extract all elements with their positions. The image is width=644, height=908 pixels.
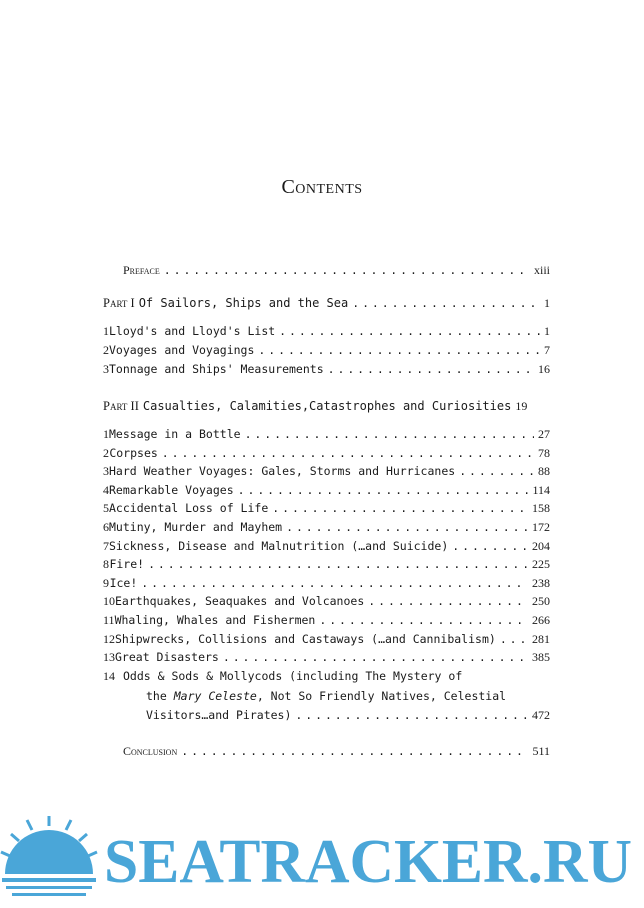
toc-entry-title: Corpses xyxy=(109,445,158,460)
toc-entry-page: 238 xyxy=(532,575,550,590)
toc-entry-title: Voyages and Voyagings xyxy=(109,343,255,357)
leader-dots xyxy=(279,323,540,339)
leader-dots xyxy=(258,342,540,358)
toc-entry-title-line3: Visitors…and Pirates) xyxy=(146,708,292,722)
toc-entry-p2-10[interactable] xyxy=(103,593,550,609)
toc-entry-page: 172 xyxy=(532,520,550,534)
toc-part-1[interactable] xyxy=(103,295,550,311)
toc-entry-p2-13[interactable] xyxy=(103,649,550,665)
toc-entry-page: 225 xyxy=(532,557,550,572)
toc-entry-title: Preface xyxy=(123,263,160,277)
toc-entry-p1-2[interactable] xyxy=(103,342,550,358)
leader-dots xyxy=(368,593,528,609)
toc-conclusion[interactable] xyxy=(123,743,550,759)
toc-entry-14-line3 xyxy=(146,707,550,723)
toc-entry-p2-8[interactable] xyxy=(103,556,550,572)
leader-dots xyxy=(286,519,528,535)
toc-entry-page: 472 xyxy=(532,708,550,722)
leader-dots xyxy=(295,707,528,723)
toc-entry-title: Fire! xyxy=(109,557,145,572)
part-label: Part II xyxy=(103,399,139,413)
toc-entry-title: Earthquakes, Seaquakes and Volcanoes xyxy=(115,594,365,609)
toc-entry-number: 2 xyxy=(103,445,109,460)
leader-dots xyxy=(452,538,528,554)
toc-entry-14[interactable] xyxy=(103,668,550,684)
toc-entry-title: Ice! xyxy=(109,575,138,590)
leader-dots xyxy=(238,482,529,498)
leader-dots xyxy=(162,445,534,461)
toc-entry-p2-4[interactable] xyxy=(103,482,550,498)
leader-dots xyxy=(148,556,528,572)
toc-entry-title: Shipwrecks, Collisions and Castaways (…and Cannibalism) xyxy=(115,631,496,646)
toc-entry-number: 14 xyxy=(103,669,115,683)
watermark-text: SEATRACKER.RU xyxy=(104,828,632,896)
toc-entry-title-italic: Mary Celeste xyxy=(173,689,257,703)
toc-entry-page: 114 xyxy=(532,482,550,497)
toc-entry-page: 511 xyxy=(532,744,550,758)
leader-dots xyxy=(352,295,540,311)
toc-entry-number: 4 xyxy=(103,482,109,497)
leader-dots xyxy=(141,575,528,591)
toc-entry-p2-12[interactable] xyxy=(103,631,550,647)
toc-entry-title-line2-pre: the xyxy=(146,689,167,703)
toc-entry-title: Remarkable Voyages xyxy=(109,482,234,497)
toc-entry-title: Conclusion xyxy=(123,744,178,758)
toc-part-heading xyxy=(103,398,511,414)
toc-entry-p2-3[interactable] xyxy=(103,463,550,479)
toc-entry-page: 250 xyxy=(532,594,550,609)
toc-part-2[interactable] xyxy=(103,398,550,414)
toc-entry-number: 1 xyxy=(103,324,109,338)
toc-entry-number: 5 xyxy=(103,501,109,516)
toc-entry-number: 12 xyxy=(103,631,115,646)
toc-entry-title: Mutiny, Murder and Mayhem xyxy=(109,520,283,534)
toc-entry-page: 78 xyxy=(538,445,550,460)
leader-dots xyxy=(245,426,534,442)
toc-entry-number: 1 xyxy=(103,427,109,441)
toc-preface[interactable] xyxy=(123,262,550,278)
toc-entry-number: 6 xyxy=(103,520,109,534)
toc-entry-title: Great Disasters xyxy=(115,650,219,665)
toc-entry-p2-1[interactable] xyxy=(103,426,550,442)
toc-entry-page: xiii xyxy=(533,263,550,277)
toc-entry-title: Lloyd's and Lloyd's List xyxy=(109,324,276,338)
toc-entry-number: 3 xyxy=(103,362,109,376)
toc-entry-page: 1 xyxy=(544,296,550,310)
toc-entry-title: Hard Weather Voyages: Gales, Storms and Hurricanes xyxy=(109,464,456,479)
toc-entry-title: Accidental Loss of Life xyxy=(109,501,269,516)
leader-dots xyxy=(500,631,528,647)
toc-entry-page: 266 xyxy=(532,613,550,627)
leader-dots xyxy=(459,463,534,479)
toc-entry-number: 9 xyxy=(103,575,109,590)
toc-entry-title: Tonnage and Ships' Measurements xyxy=(109,362,324,376)
toc-entry-number: 3 xyxy=(103,464,109,479)
toc-entry-number: 7 xyxy=(103,538,109,553)
toc-entry-page: 88 xyxy=(538,464,550,479)
toc-entry-title-line2-post: , Not So Friendly Natives, Celestial xyxy=(256,689,507,703)
page-title: Contents xyxy=(281,176,363,198)
toc-entry-page: 19 xyxy=(515,399,528,413)
toc-entry-p1-3[interactable] xyxy=(103,361,550,377)
toc-entry-p2-2[interactable] xyxy=(103,445,550,461)
sun-icon xyxy=(1,816,97,896)
toc-entry-number: 10 xyxy=(103,594,115,609)
leader-dots xyxy=(164,262,530,278)
toc-entry-number: 8 xyxy=(103,557,109,572)
toc-entry-title: Message in a Bottle xyxy=(109,427,241,441)
toc-entry-title: Sickness, Disease and Malnutrition (…and Suicide) xyxy=(109,538,449,553)
toc-entry-p2-6[interactable] xyxy=(103,519,550,535)
toc-entry-14-line2 xyxy=(146,688,550,704)
toc-entry-page: 7 xyxy=(544,343,550,357)
toc-entry-p2-7[interactable] xyxy=(103,538,550,554)
part-title: Casualties, Calamities,Catastrophes and Curiosities xyxy=(142,399,512,413)
toc-entry-page: 158 xyxy=(532,501,550,516)
toc-entry-title: Whaling, Whales and Fishermen xyxy=(114,613,316,627)
watermark-banner xyxy=(0,812,644,908)
leader-dots xyxy=(319,612,528,628)
part-title: Of Sailors, Ships and the Sea xyxy=(138,296,349,310)
toc-entry-title-line1: Odds & Sods & Mollycods (including The Mystery of xyxy=(123,669,463,683)
leader-dots xyxy=(223,649,528,665)
leader-dots xyxy=(181,743,528,759)
leader-dots xyxy=(328,361,534,377)
toc-entry-page: 204 xyxy=(532,538,550,553)
part-label: Part I xyxy=(103,296,135,310)
toc-entry-page: 27 xyxy=(538,427,550,441)
leader-dots xyxy=(272,500,528,516)
toc-entry-p2-5[interactable] xyxy=(103,500,550,516)
toc-part-heading xyxy=(103,295,348,311)
toc-entry-number: 11 xyxy=(103,613,115,627)
toc-entry-number: 13 xyxy=(103,650,115,665)
toc-entry-page: 281 xyxy=(532,631,550,646)
toc-entry-number: 2 xyxy=(103,343,109,357)
toc-entry-p2-11[interactable] xyxy=(103,612,550,628)
toc-entry-page: 1 xyxy=(544,324,550,338)
toc-entry-p1-1[interactable] xyxy=(103,323,550,339)
toc-entry-p2-9[interactable] xyxy=(103,575,550,591)
toc-entry-page: 16 xyxy=(538,362,550,376)
toc-entry-page: 385 xyxy=(532,650,550,665)
